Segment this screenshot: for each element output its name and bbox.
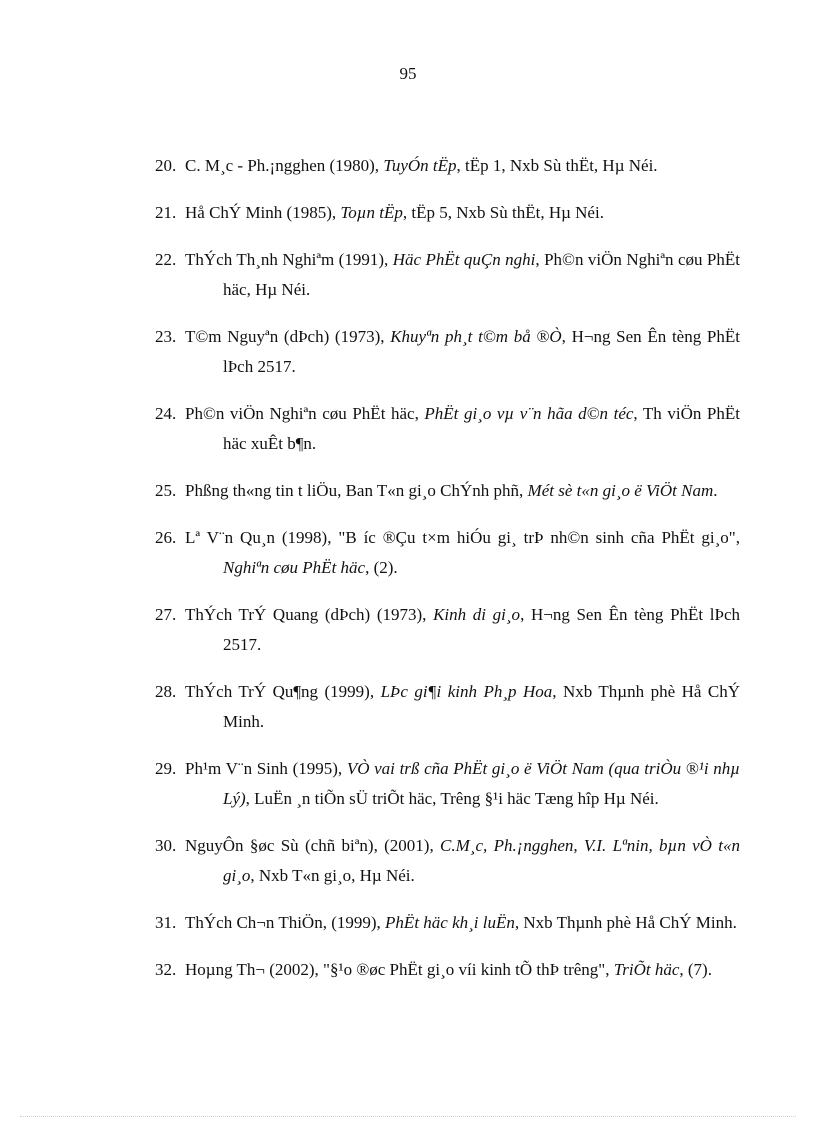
reference-author: C. M¸c - Ph.¡ngghen (1980),	[185, 156, 384, 175]
reference-publisher: , (7).	[679, 960, 712, 979]
reference-publisher: , Nxb Thµnh phè Hå ChÝ Minh.	[514, 913, 737, 932]
reference-item	[155, 399, 740, 459]
reference-author: ThÝch TrÝ Quang (dÞch) (1973),	[185, 605, 434, 624]
reference-item	[155, 677, 740, 737]
reference-number: 28.	[155, 682, 177, 701]
reference-title: Khuyªn ph¸t t©m bå ®Ò	[390, 327, 562, 346]
reference-author: Phßng th«ng tin t liÖu, Ban T«n gi¸o ChÝnh phñ,	[185, 481, 528, 500]
reference-author: Hoµng Th¬ (2002), "§¹o ®øc PhËt gi¸o víi kinh tÕ thÞ trêng",	[185, 960, 614, 979]
reference-title: Toµn tËp	[340, 203, 403, 222]
reference-publisher: , Nxb Thµnh phè Hå ChÝ Minh.	[223, 682, 740, 731]
reference-publisher: , Nxb T«n gi¸o, Hµ Néi.	[250, 866, 415, 885]
reference-item	[155, 600, 740, 660]
page-number: 95	[399, 64, 417, 83]
reference-title: PhËt häc kh¸i luËn	[385, 913, 515, 932]
reference-publisher: , LuËn ¸n tiÕn sÜ triÕt häc, Trêng §¹i häc Tæng hîp Hµ Néi.	[245, 789, 659, 808]
reference-author: T©m Nguyªn (dÞch) (1973),	[185, 327, 391, 346]
reference-title: Mét sè t«n gi¸o ë ViÖt Nam	[527, 481, 714, 500]
reference-number: 25.	[155, 481, 177, 500]
reference-number: 21.	[155, 203, 177, 222]
reference-item	[155, 754, 740, 814]
reference-title: TriÕt häc	[613, 960, 680, 979]
reference-number: 32.	[155, 960, 177, 979]
reference-author: NguyÔn §øc Sù (chñ biªn), (2001),	[185, 836, 441, 855]
reference-title: TuyÓn tËp	[383, 156, 457, 175]
reference-number: 27.	[155, 605, 177, 624]
reference-title: PhËt gi¸o vµ v¨n hãa d©n téc	[424, 404, 634, 423]
reference-item	[155, 908, 740, 938]
reference-title: Nghiªn cøu PhËt häc	[223, 558, 366, 577]
reference-number: 22.	[155, 250, 177, 269]
reference-title: C.M¸c, Ph.¡ngghen, V.I. Lªnin, bµn vÒ t«n gi¸o	[223, 836, 740, 885]
reference-number: 20.	[155, 156, 177, 175]
reference-item	[155, 245, 740, 305]
reference-title: Häc PhËt quÇn nghi	[392, 250, 536, 269]
reference-publisher: , tËp 5, Nxb Sù thËt, Hµ Néi.	[402, 203, 604, 222]
reference-number: 29.	[155, 759, 177, 778]
reference-publisher: , tËp 1, Nxb Sù thËt, Hµ Néi.	[456, 156, 658, 175]
reference-number: 30.	[155, 836, 177, 855]
reference-number: 24.	[155, 404, 177, 423]
reference-author: Ph¹m V¨n Sinh (1995),	[185, 759, 347, 778]
reference-author: ThÝch Ch¬n ThiÖn, (1999),	[185, 913, 386, 932]
reference-author: Hå ChÝ Minh (1985),	[185, 203, 341, 222]
reference-item	[155, 151, 740, 181]
reference-item	[155, 955, 740, 985]
reference-publisher: , Th viÖn PhËt häc xuÊt b¶n.	[223, 404, 740, 453]
reference-publisher: , Ph©n viÖn Nghiªn cøu PhËt häc, Hµ Néi.	[223, 250, 740, 299]
reference-publisher: , H¬ng Sen Ên tèng PhËt lÞch 2517.	[223, 605, 741, 654]
reference-author: Lª V¨n Qu¸n (1998), "B íc ®Çu t×m hiÓu gi¸ trÞ nh©n sinh cña PhËt gi¸o",	[185, 528, 740, 547]
reference-title: Kinh di gi¸o	[433, 605, 521, 624]
reference-number: 31.	[155, 913, 177, 932]
reference-number: 26.	[155, 528, 177, 547]
reference-item	[155, 523, 740, 583]
reference-title: VÒ vai trß cña PhËt gi¸o ë ViÖt Nam (qua triÒu ®¹i nhµ Lý)	[223, 759, 740, 808]
reference-publisher: .	[713, 481, 718, 500]
reference-list	[155, 134, 740, 989]
page-bottom-divider	[20, 1116, 796, 1117]
reference-title: LÞc gi¶i kinh Ph¸p Hoa	[380, 682, 553, 701]
reference-item	[155, 198, 740, 228]
reference-publisher: , (2).	[365, 558, 398, 577]
reference-author: ThÝch Th¸nh Nghiªm (1991),	[185, 250, 393, 269]
reference-author: ThÝch TrÝ Qu¶ng (1999),	[185, 682, 381, 701]
reference-item	[155, 476, 740, 506]
reference-item	[155, 322, 740, 382]
reference-author: Ph©n viÖn Nghiªn cøu PhËt häc,	[185, 404, 425, 423]
reference-item	[155, 831, 740, 891]
reference-publisher: , H¬ng Sen Ên tèng PhËt lÞch 2517.	[223, 327, 740, 376]
reference-number: 23.	[155, 327, 177, 346]
